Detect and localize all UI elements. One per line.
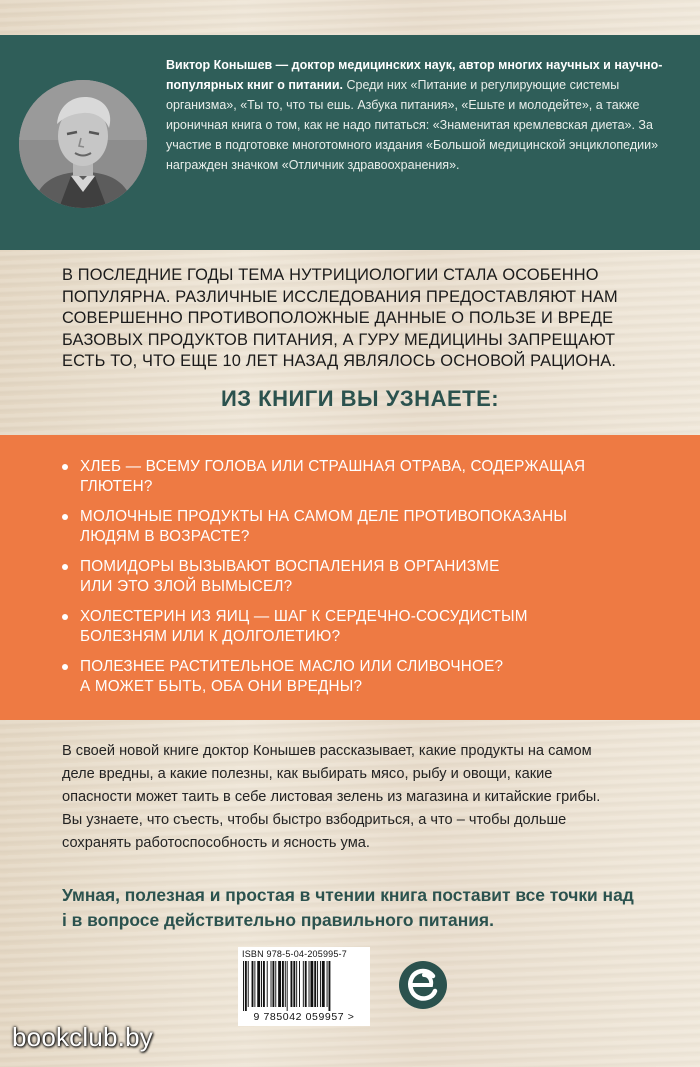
highlights-list (0, 457, 700, 707)
top-wood-strip (0, 0, 700, 35)
isbn-number: ISBN 978-5-04-205995-7 (242, 949, 347, 959)
author-portrait-icon (19, 80, 147, 208)
author-bio-text: Среди них «Питание и регулирующие системы организма», «Ты то, что ты ешь. Азбука питания», «Ешьте и молодейте», а также ироничная книга о том, как не надо питаться: «Знаменитая кремлевская диета». За участие в подготовке многотомного издания «Большой медицинской энциклопедии» награжден значком «Отличник здравоохранения». (166, 78, 659, 172)
book-tagline: Умная, полезная и простая в чтении книга поставит все точки над i в вопросе действительно правильного питания. (62, 885, 634, 930)
author-name: Виктор Конышев — доктор медицинских наук, автор многих научных и научно-популярных книг о питании. (166, 58, 663, 92)
barcode-digits: 9 785042 059957 > (253, 1011, 355, 1023)
list-item-text: МОЛОЧНЫЕ ПРОДУКТЫ НА САМОМ ДЕЛЕ ПРОТИВОПОКАЗАНЫ ЛЮДЯМ В ВОЗРАСТЕ? (80, 508, 568, 545)
bullet-dot-icon (62, 664, 68, 670)
list-item (0, 557, 700, 607)
eksmo-logo-icon (398, 960, 448, 1010)
list-item-text: ПОМИДОРЫ ВЫЗЫВАЮТ ВОСПАЛЕНИЯ В ОРГАНИЗМЕ ИЛИ ЭТО ЗЛОЙ ВЫМЫСЕЛ? (80, 558, 500, 595)
isbn-barcode (238, 947, 370, 1026)
highlights-panel (0, 435, 700, 720)
list-item (0, 457, 700, 507)
bullet-dot-icon (62, 564, 68, 570)
barcode-icon (241, 961, 367, 1011)
list-item (0, 507, 700, 557)
list-item (0, 607, 700, 657)
author-panel (0, 35, 700, 250)
book-description: В своей новой книге доктор Конышев рассказывает, какие продукты на самом деле вредны, а какие полезны, как выбирать мясо, рыбу и овощи, какие опасности может таить в себе листовая зелень из магазина и китайские грибы. Вы узнаете, что съесть, чтобы быстро взбодриться, а что – чтобы дольше сохранять работоспособность и ясность ума. (62, 743, 601, 851)
intro-text: В ПОСЛЕДНИЕ ГОДЫ ТЕМА НУТРИЦИОЛОГИИ СТАЛА ОСОБЕННО ПОПУЛЯРНА. РАЗЛИЧНЫЕ ИССЛЕДОВАНИЯ ПРЕДОСТАВЛЯЮТ НАМ СОВЕРШЕННО ПРОТИВОПОЛОЖНЫЕ ДАННЫЕ О ПОЛЬЗЕ И ВРЕДЕ БАЗОВЫХ ПРОДУКТОВ ПИТАНИЯ, А ГУРУ МЕДИЦИНЫ ЗАПРЕЩАЮТ ЕСТЬ ТО, ЧТО ЕЩЕ 10 ЛЕТ НАЗАД ЯВЛЯЛОСЬ ОСНОВОЙ РАЦИОНА. (62, 266, 618, 370)
bullet-dot-icon (62, 514, 68, 520)
bullet-dot-icon (62, 614, 68, 620)
bullet-dot-icon (62, 464, 68, 470)
list-item (0, 657, 700, 707)
list-item-text: ХЛЕБ — ВСЕМУ ГОЛОВА ИЛИ СТРАШНАЯ ОТРАВА, СОДЕРЖАЩАЯ ГЛЮТЕН? (80, 458, 586, 495)
learn-heading: ИЗ КНИГИ ВЫ УЗНАЕТЕ: (220, 386, 500, 411)
author-bio (166, 55, 676, 175)
watermark: bookclub.by (12, 1022, 153, 1052)
list-item-text: ПОЛЕЗНЕЕ РАСТИТЕЛЬНОЕ МАСЛО ИЛИ СЛИВОЧНОЕ? А МОЖЕТ БЫТЬ, ОБА ОНИ ВРЕДНЫ? (80, 658, 504, 695)
author-photo (19, 80, 147, 208)
list-item-text: ХОЛЕСТЕРИН ИЗ ЯИЦ — ШАГ К СЕРДЕЧНО-СОСУДИСТЫМ БОЛЕЗНЯМ ИЛИ К ДОЛГОЛЕТИЮ? (80, 608, 528, 645)
